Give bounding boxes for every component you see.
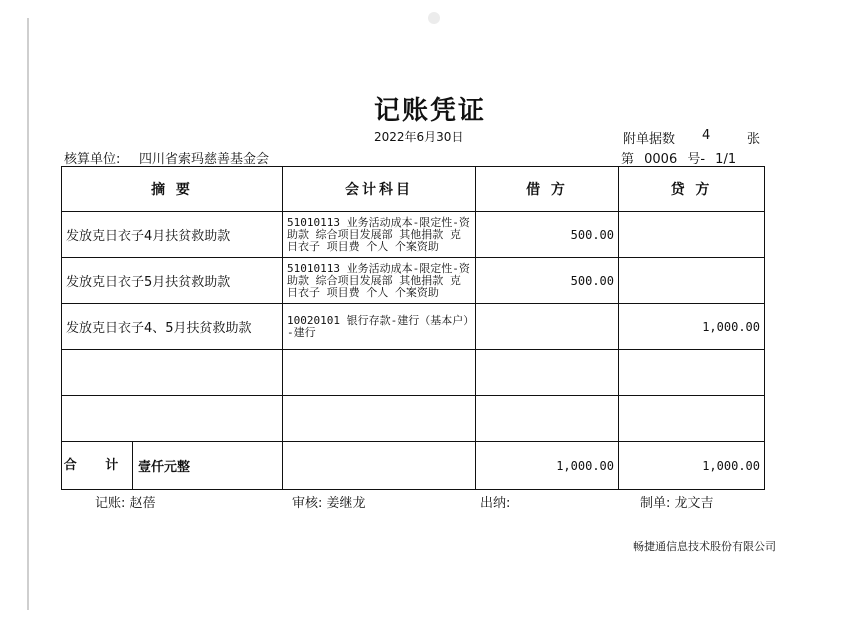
voucher-title: 记账凭证 (373, 96, 486, 126)
table-row (62, 258, 765, 304)
preparer-signature: 制单: 龙文吉 (640, 496, 714, 511)
total-credit: 1,000.00 (619, 442, 765, 490)
attachments-unit: 张 (747, 132, 761, 147)
row-summary: 发放克日衣子4月扶贫救助款 (62, 212, 283, 258)
header-debit: 借 方 (476, 167, 619, 212)
bookkeeper-signature: 记账: 赵蓓 (95, 496, 156, 511)
header-summary: 摘 要 (62, 167, 283, 212)
table-row (62, 396, 765, 442)
total-debit: 1,000.00 (476, 442, 619, 490)
total-cell (62, 442, 283, 490)
row-debit: 500.00 (476, 212, 619, 258)
row-debit: 500.00 (476, 258, 619, 304)
table-row (62, 304, 765, 350)
row-credit (619, 350, 765, 396)
row-account: 51010113 业务活动成本-限定性-资助款 综合项目发展部 其他捐款 克日衣子 项目费 个人 个案资助 (283, 258, 476, 304)
scan-smudge (428, 12, 440, 24)
row-debit (476, 350, 619, 396)
reviewer-signature: 审核: 姜继龙 (292, 496, 366, 511)
accounting-unit-name: 四川省索玛慈善基金会 (139, 152, 270, 167)
cashier-signature: 出纳: (480, 496, 511, 511)
row-summary: 发放克日衣子4、5月扶贫救助款 (62, 304, 283, 350)
total-label: 合 计 (62, 442, 133, 489)
software-company: 畅捷通信息技术股份有限公司 (633, 540, 776, 553)
table-row (62, 350, 765, 396)
header-credit: 贷 方 (619, 167, 765, 212)
total-row (62, 442, 765, 490)
total-account-empty (283, 442, 476, 490)
voucher-date: 2022年6月30日 (374, 130, 464, 144)
row-debit (476, 396, 619, 442)
row-summary (62, 396, 283, 442)
row-summary: 发放克日衣子5月扶贫救助款 (62, 258, 283, 304)
row-debit (476, 304, 619, 350)
attachments-count: 4 (702, 128, 711, 143)
row-account: 51010113 业务活动成本-限定性-资助款 综合项目发展部 其他捐款 克日衣子 项目费 个人 个案资助 (283, 212, 476, 258)
row-credit: 1,000.00 (619, 304, 765, 350)
row-account: 10020101 银行存款-建行（基本户）-建行 (283, 304, 476, 350)
row-credit (619, 212, 765, 258)
row-credit (619, 258, 765, 304)
row-account (283, 396, 476, 442)
total-amount-words: 壹仟元整 (138, 460, 191, 475)
accounting-unit-label: 核算单位: (64, 152, 121, 167)
row-account (283, 350, 476, 396)
row-summary (62, 350, 283, 396)
attachments-label: 附单据数 (623, 132, 676, 147)
table-row (62, 212, 765, 258)
voucher-table (61, 166, 765, 490)
table-header-row (62, 167, 765, 212)
row-credit (619, 396, 765, 442)
header-account: 会计科目 (283, 167, 476, 212)
voucher-number: 第 0006 号- 1/1 (621, 152, 737, 167)
